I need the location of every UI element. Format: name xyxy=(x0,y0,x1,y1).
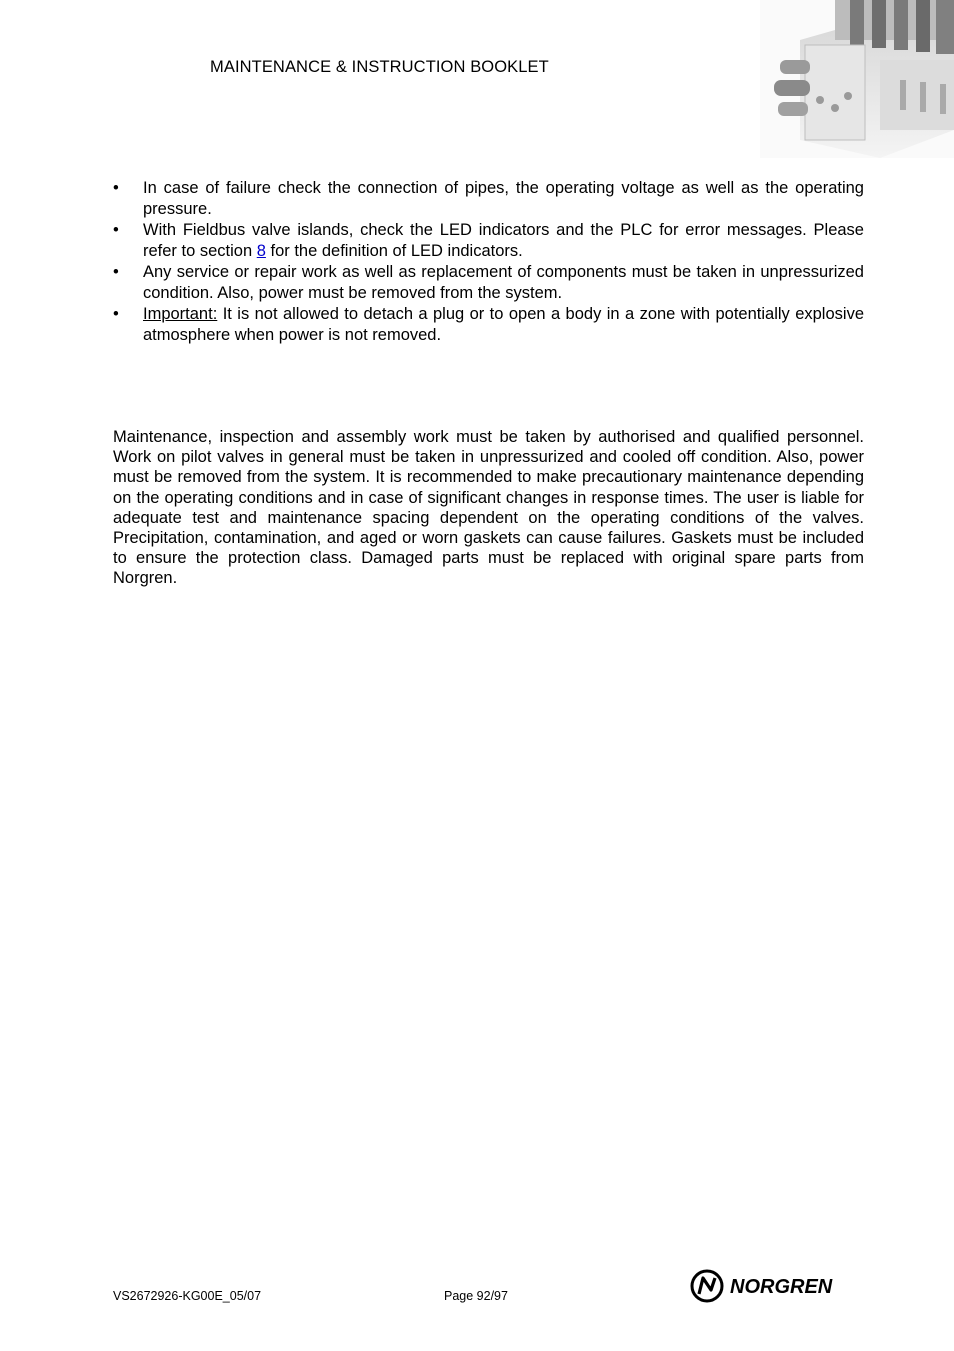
page-header-title: MAINTENANCE & INSTRUCTION BOOKLET xyxy=(210,58,549,76)
section-link[interactable]: 8 xyxy=(256,241,266,260)
norgren-logo-icon xyxy=(690,1268,866,1304)
logo-text: NORGREN xyxy=(730,1276,833,1298)
footer-document-id: VS2672926-KG00E_05/07 xyxy=(113,1289,262,1303)
list-item-text: Any service or repair work as well as replacement of components must be taken in unpressurized condition. Also, power must be removed from the system. xyxy=(143,263,864,302)
bullet-icon: • xyxy=(113,305,119,323)
bullet-icon: • xyxy=(113,221,119,239)
footer-page-number: Page 92/97 xyxy=(444,1289,508,1303)
list-item-text: In case of failure check the connection of pipes, the operating voltage as well as the operating pressure. xyxy=(143,179,864,218)
maintenance-paragraph: Maintenance, inspection and assembly work must be taken by authorised and qualified personnel. Work on pilot valves in general must be taken in unpressurized and cooled off condition. Also, power must be removed from the system. It is recommended to make precautionary maintenance depending on the operating conditions and in case of significant changes in response times. The user is liable for adequate test and maintenance spacing dependent on the operating conditions of the valves. Precipitation, contamination, and aged or worn gaskets can cause failures. Gaskets must be included to ensure the protection class. Damaged parts must be replaced with original spare parts from Norgren. xyxy=(113,428,864,588)
bullet-icon: • xyxy=(113,263,119,281)
list-item xyxy=(113,220,864,261)
list-item-text: It is not allowed to detach a plug or to open a body in a zone with potentially explosive atmosphere when power is not removed. xyxy=(143,305,864,344)
list-item xyxy=(113,262,864,303)
list-item-text: With Fieldbus valve islands, check the LED indicators and the PLC for error messages. Please refer to section xyxy=(143,221,864,260)
list-item xyxy=(113,178,864,219)
valve-island-photo-icon xyxy=(760,0,954,158)
important-label: Important: xyxy=(143,305,218,323)
list-item xyxy=(113,304,864,345)
troubleshooting-list xyxy=(113,178,864,346)
list-item-text: for the definition of LED indicators. xyxy=(265,241,523,260)
bullet-icon: • xyxy=(113,179,119,197)
